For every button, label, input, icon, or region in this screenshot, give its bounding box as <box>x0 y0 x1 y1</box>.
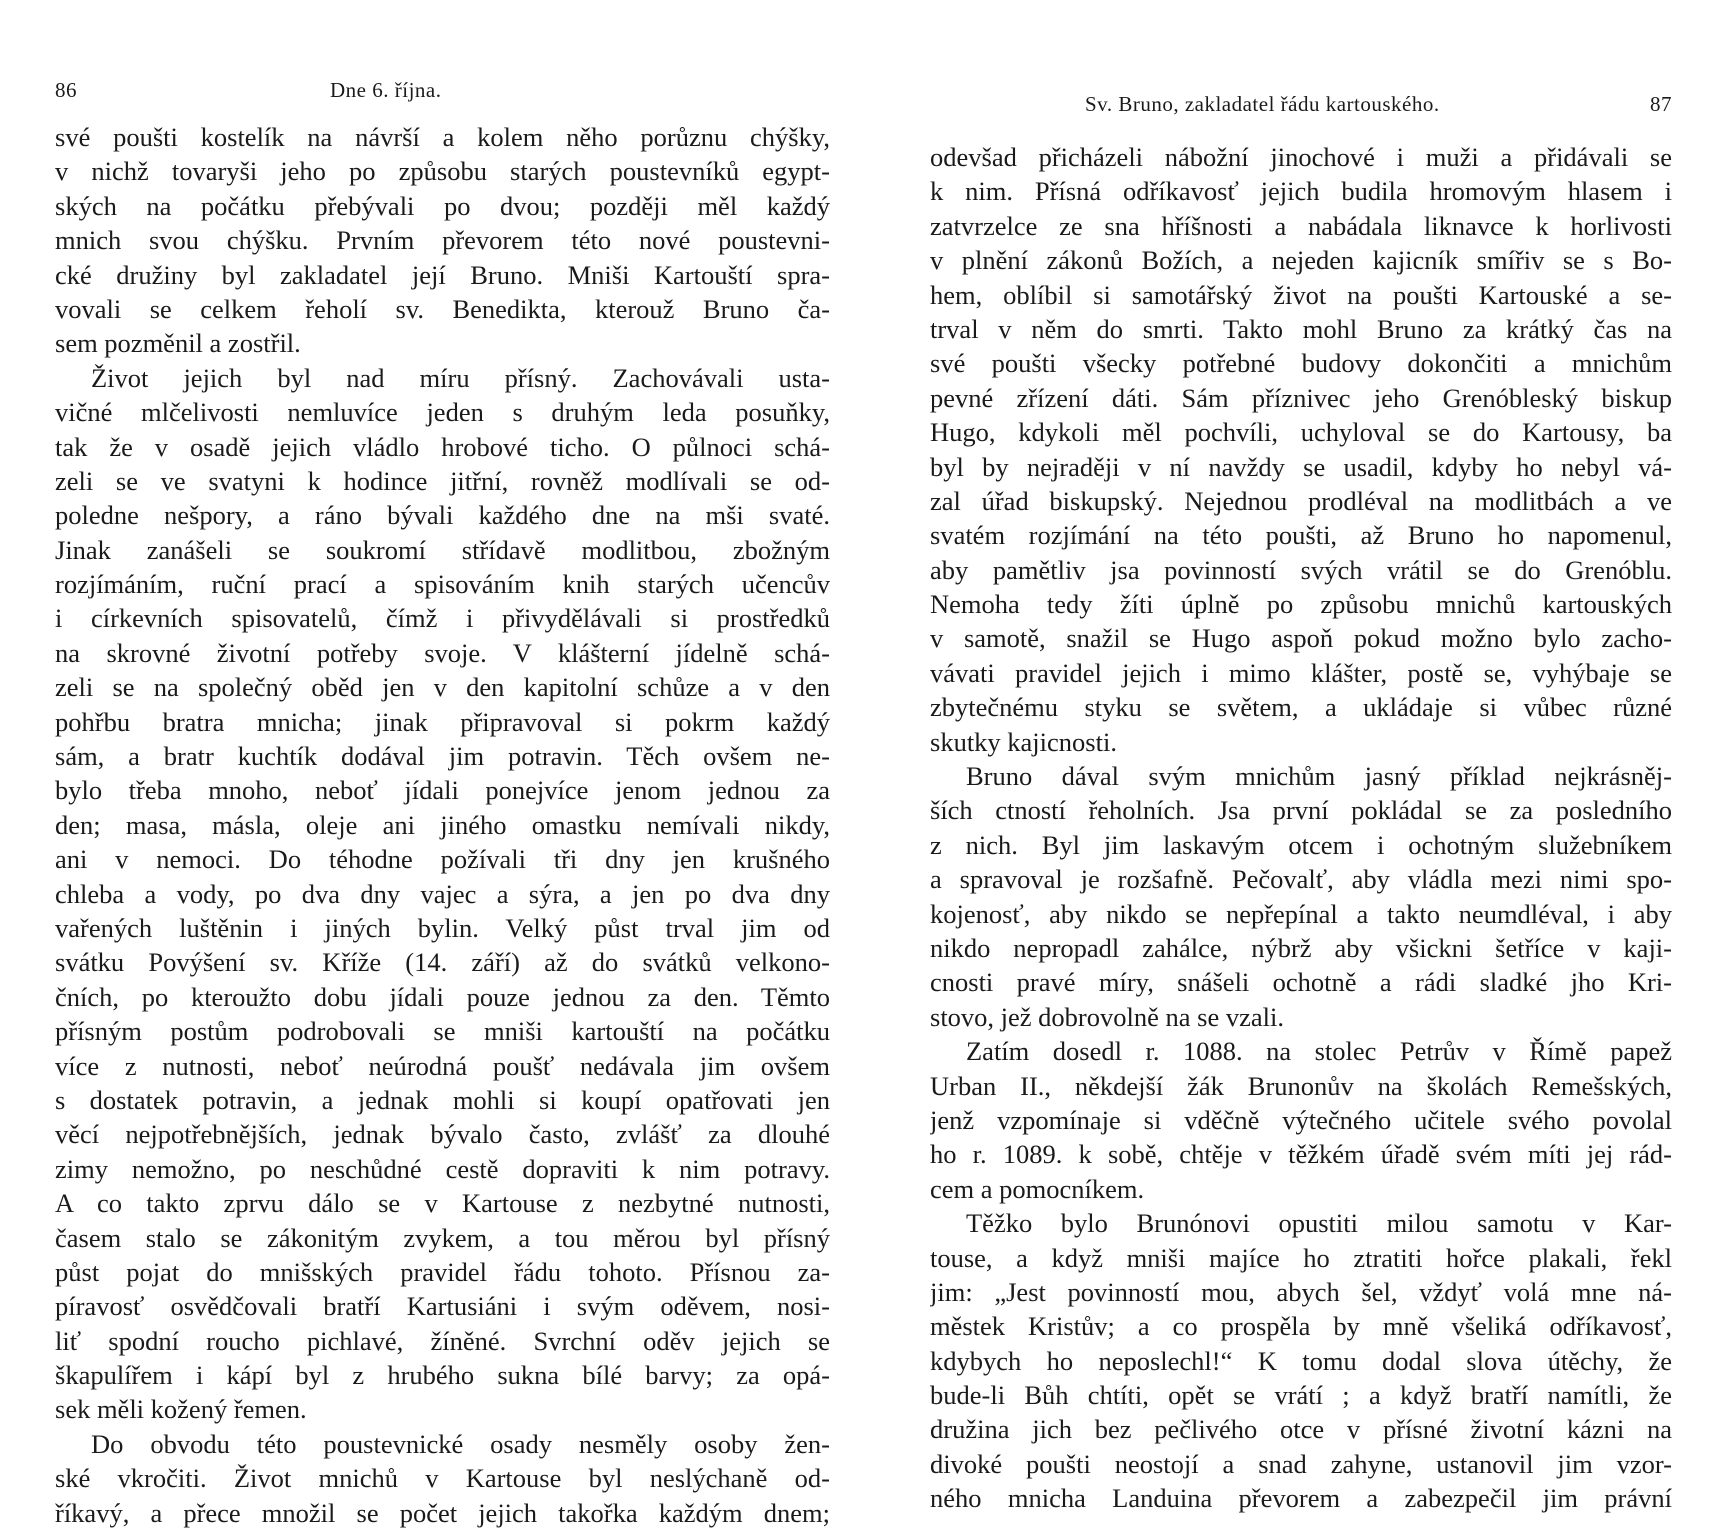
text-line: a spravoval je rozšafně. Pečovalť, aby vládla mezi nimi spo- <box>930 864 1672 895</box>
text-line: více z nutnosti, neboť neúrodná poušť nedávala jim ovšem <box>55 1050 830 1081</box>
text-line: škapulířem i kápí byl z hrubého sukna bílé barvy; za opá- <box>55 1360 830 1391</box>
page-number: 86 <box>55 78 77 102</box>
text-line: Hugo, kdykoli měl pochvíli, uchyloval se do Kartousy, ba <box>930 417 1672 448</box>
text-line: trval v něm do smrti. Takto mohl Bruno za krátký čas na <box>930 313 1672 344</box>
text-line: Těžko bylo Brunónovi opustiti milou samotu v Kar- <box>966 1208 1672 1239</box>
text-line: zeli se na společný oběd jen v den kapitolní schůze a v den <box>55 672 830 703</box>
text-line: sám, a bratr kuchtík dodával jim potravin. Těch ovšem ne- <box>55 741 830 772</box>
text-line: A co takto zprvu dálo se v Kartouse z nezbytné nutnosti, <box>55 1188 830 1219</box>
text-line: půst pojat do mnišských pravidel řádu tohoto. Přísnou za- <box>55 1256 830 1287</box>
text-line: k nim. Přísná odříkavosť jejich budila hromovým hlasem i <box>930 176 1672 207</box>
text-line: kdybych ho neposlechl!“ K tomu dodal slova útěchy, že <box>930 1345 1672 1376</box>
text-line: vávati pravidel jejich i mimo klášter, postě se, vyhýbaje se <box>930 657 1672 688</box>
page-body <box>55 120 830 1530</box>
text-line: Urban II., někdejší žák Brunonův na školách Remešských, <box>930 1070 1672 1101</box>
text-line: i církevních spisovatelů, čímž i přivydělávali si prostředků <box>55 603 830 634</box>
text-line: nikdo nepropadl zahálce, nýbrž aby všickni šetříce v kaji- <box>930 932 1672 963</box>
text-line: ské vkročiti. Život mnichů v Kartouse byl neslýchaně od- <box>55 1463 830 1494</box>
text-line: Nemoha tedy žíti úplně po způsobu mnichů kartouských <box>930 589 1672 620</box>
text-line: bude-li Bůh chtíti, opět se vrátí ; a když bratří namítli, že <box>930 1380 1672 1411</box>
text-line: vovali se celkem řeholí sv. Benedikta, kterouž Bruno ča- <box>55 293 830 324</box>
text-line: vičné mlčelivosti nemluvíce jeden s druhým leda posuňky, <box>55 397 830 428</box>
running-head: Sv. Bruno, zakladatel řádu kartouského. <box>1085 92 1440 116</box>
text-line: ších ctností řeholních. Jsa první pokládal se za posledního <box>930 795 1672 826</box>
text-line: jenž vzpomínaje si vděčně výtečného učitele svého povolal <box>930 1104 1672 1135</box>
text-line: chleba a vody, po dva dny vajec a sýra, a jen po dva dny <box>55 878 830 909</box>
text-line: své poušti všecky potřebné budovy dokončiti a mnichům <box>930 348 1672 379</box>
text-line: sek měli kožený řemen. <box>55 1394 307 1425</box>
text-line: zatvrzelce ze sna hříšnosti a nabádala liknavce k horlivosti <box>930 210 1672 241</box>
page-number: 87 <box>1650 92 1672 116</box>
text-line: Do obvodu této poustevnické osady nesměly osoby žen- <box>91 1428 830 1459</box>
text-line: svatém rozjímání na této poušti, až Bruno ho napomenul, <box>930 520 1672 551</box>
text-line: cnosti pravé míry, snášeli ochotně a rádi sladké jho Kri- <box>930 967 1672 998</box>
text-line: vařených luštěnin i jiných bylin. Velký půst trval jim od <box>55 912 830 943</box>
text-line: divoké poušti neostojí a snad zahyne, ustanovil jim vzor- <box>930 1448 1672 1479</box>
text-line: poledne nešpory, a ráno bývali každého dne na mši svaté. <box>55 500 830 531</box>
text-line: aby pamětliv jsa povinností svých vrátil se do Grenóblu. <box>930 554 1672 585</box>
text-line: bylo třeba mnoho, neboť jídali ponejvíce jenom jednou za <box>55 775 830 806</box>
text-line: ného mnicha Landuina převorem a zabezpečil jim právní <box>930 1483 1672 1514</box>
text-line: zimy nemožno, po neschůdné cestě dopraviti k nim potravy. <box>55 1153 830 1184</box>
text-line: Jinak zanášeli se soukromí střídavě modlitbou, zbožným <box>55 534 830 565</box>
text-line: zbytečnému styku se světem, a ukládaje si vůbec různé <box>930 692 1672 723</box>
text-line: z nich. Byl jim laskavým otcem i ochotným služebníkem <box>930 829 1672 860</box>
text-line: svátku Povýšení sv. Kříže (14. září) až do svátků velkono- <box>55 947 830 978</box>
text-line: čních, po kteroužto dobu jídali pouze jednou za den. Těmto <box>55 981 830 1012</box>
text-line: Bruno dával svým mnichům jasný příklad nejkrásněj- <box>966 761 1672 792</box>
text-line: říkavý, a přece množil se počet jejich takořka každým dnem; <box>55 1497 830 1528</box>
text-line: píravosť osvědčovali bratří Kartusiáni i svým oděvem, nosi- <box>55 1291 830 1322</box>
text-line: sem pozměnil a zostřil. <box>55 328 301 359</box>
text-line: věcí nejpotřebnějších, jednak bývalo často, zvlášť za dlouhé <box>55 1119 830 1150</box>
text-line: ani v nemoci. Do téhodne požívali tři dny jen krušného <box>55 844 830 875</box>
text-line: městek Kristův; a co prospěla by mně všeliká odříkavosť, <box>930 1311 1672 1342</box>
text-line: přísným postům podrobovali se mniši kartouští na počátku <box>55 1016 830 1047</box>
text-line: den; masa, másla, oleje ani jiného omastku nemívali nikdy, <box>55 809 830 840</box>
text-line: ských na počátku přebývali po dvou; později měl každý <box>55 190 830 221</box>
text-line: zeli se ve svatyni k hodince jitřní, rovněž modlívali se od- <box>55 465 830 496</box>
text-line: s dostatek potravin, a jednak mohli si koupí opatřovati jen <box>55 1084 830 1115</box>
text-line: cem a pomocníkem. <box>930 1173 1145 1204</box>
text-line: stovo, jež dobrovolně na se vzali. <box>930 1001 1284 1032</box>
text-line: v samotě, snažil se Hugo aspoň pokud možno bylo zacho- <box>930 623 1672 654</box>
text-line: na skrovné životní potřeby svoje. V klášterní jídelně schá- <box>55 637 830 668</box>
text-line: zal úřad biskupský. Nejednou prodléval na modlitbách a ve <box>930 485 1672 516</box>
text-line: touse, a když mniši majíce ho ztratiti hořce plakali, řekl <box>930 1242 1672 1273</box>
text-line: Život jejich byl nad míru přísný. Zachovávali usta- <box>91 362 830 393</box>
running-head: Dne 6. října. <box>330 78 442 102</box>
text-line: v plnění zákonů Božích, a nejeden kajicník smířiv se s Bo- <box>930 245 1672 276</box>
text-line: pevné zřízení dáti. Sám příznivec jeho Grenóbleský biskup <box>930 382 1672 413</box>
text-line: ho r. 1089. k sobě, chtěje v těžkém úřadě svém míti jej rád- <box>930 1139 1672 1170</box>
text-line: jim: „Jest povinností mou, abych šel, vždyť volá mne ná- <box>930 1276 1672 1307</box>
text-line: skutky kajicnosti. <box>930 726 1117 757</box>
text-line: Zatím dosedl r. 1088. na stolec Petrův v Římě papež <box>966 1036 1672 1067</box>
text-line: tak že v osadě jejich vládlo hrobové ticho. O půlnoci schá- <box>55 431 830 462</box>
text-line: liť spodní roucho pichlavé, žíněné. Svrchní oděv jejich se <box>55 1325 830 1356</box>
page-body <box>930 140 1672 1516</box>
text-line: hem, oblíbil si samotářský život na poušti Kartouské a se- <box>930 279 1672 310</box>
text-line: odevšad přicházeli nábožní jinochové i muži a přidávali se <box>930 142 1672 172</box>
text-line: kojenosť, aby nikdo se nepřepínal a takto neumdléval, i aby <box>930 898 1672 929</box>
text-line: pohřbu bratra mnicha; jinak připravoval si pokrm každý <box>55 706 830 737</box>
text-line: časem stalo se zákonitým zvykem, a tou měrou byl přísný <box>55 1222 830 1253</box>
text-line: byl by nejraději v ní navždy se usadil, kdyby ho nebyl vá- <box>930 451 1672 482</box>
text-line: cké družiny byl zakladatel její Bruno. Mniši Kartouští spra- <box>55 259 830 290</box>
text-line: rozjímáním, ruční prací a spisováním knih starých učencův <box>55 569 830 600</box>
text-line: své poušti kostelík na návrší a kolem něho porůznu chýšky, <box>55 122 830 152</box>
text-line: mnich svou chýšku. Prvním převorem této nové poustevni- <box>55 225 830 256</box>
text-line: družina jich bez pečlivého otce v přísné životní kázni na <box>930 1414 1672 1445</box>
text-line: v nichž tovaryši jeho po způsobu starých poustevníků egypt- <box>55 156 830 187</box>
